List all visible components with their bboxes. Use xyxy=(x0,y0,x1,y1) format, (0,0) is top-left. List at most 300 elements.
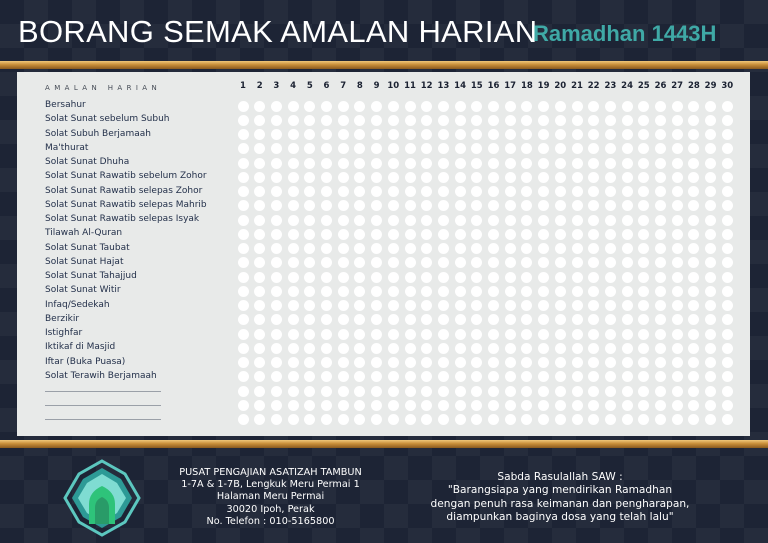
day-checkbox[interactable] xyxy=(588,300,599,311)
day-checkbox[interactable] xyxy=(538,272,549,283)
day-checkbox[interactable] xyxy=(338,329,349,340)
day-checkbox[interactable] xyxy=(421,371,432,382)
day-checkbox[interactable] xyxy=(688,143,699,154)
day-checkbox[interactable] xyxy=(688,215,699,226)
day-checkbox[interactable] xyxy=(722,101,733,112)
day-checkbox[interactable] xyxy=(672,314,683,325)
day-checkbox[interactable] xyxy=(655,243,666,254)
day-checkbox[interactable] xyxy=(421,414,432,425)
day-checkbox[interactable] xyxy=(288,200,299,211)
day-checkbox[interactable] xyxy=(354,386,365,397)
day-checkbox[interactable] xyxy=(271,243,282,254)
day-checkbox[interactable] xyxy=(304,257,315,268)
day-checkbox[interactable] xyxy=(471,414,482,425)
day-checkbox[interactable] xyxy=(638,286,649,297)
day-checkbox[interactable] xyxy=(521,414,532,425)
day-checkbox[interactable] xyxy=(238,286,249,297)
day-checkbox[interactable] xyxy=(304,172,315,183)
day-checkbox[interactable] xyxy=(471,257,482,268)
day-checkbox[interactable] xyxy=(688,357,699,368)
day-checkbox[interactable] xyxy=(555,229,566,240)
day-checkbox[interactable] xyxy=(622,300,633,311)
day-checkbox[interactable] xyxy=(438,343,449,354)
day-checkbox[interactable] xyxy=(622,314,633,325)
day-checkbox[interactable] xyxy=(388,272,399,283)
day-checkbox[interactable] xyxy=(588,329,599,340)
day-checkbox[interactable] xyxy=(354,115,365,126)
day-checkbox[interactable] xyxy=(638,329,649,340)
day-checkbox[interactable] xyxy=(505,229,516,240)
day-checkbox[interactable] xyxy=(622,143,633,154)
day-checkbox[interactable] xyxy=(421,314,432,325)
day-checkbox[interactable] xyxy=(555,101,566,112)
day-checkbox[interactable] xyxy=(254,272,265,283)
day-checkbox[interactable] xyxy=(488,158,499,169)
day-checkbox[interactable] xyxy=(254,200,265,211)
day-checkbox[interactable] xyxy=(421,186,432,197)
day-checkbox[interactable] xyxy=(271,300,282,311)
day-checkbox[interactable] xyxy=(722,414,733,425)
day-checkbox[interactable] xyxy=(321,115,332,126)
day-checkbox[interactable] xyxy=(388,158,399,169)
day-checkbox[interactable] xyxy=(388,129,399,140)
day-checkbox[interactable] xyxy=(471,357,482,368)
day-checkbox[interactable] xyxy=(271,200,282,211)
day-checkbox[interactable] xyxy=(605,229,616,240)
day-checkbox[interactable] xyxy=(338,229,349,240)
day-checkbox[interactable] xyxy=(622,286,633,297)
day-checkbox[interactable] xyxy=(722,200,733,211)
day-checkbox[interactable] xyxy=(605,215,616,226)
day-checkbox[interactable] xyxy=(622,101,633,112)
day-checkbox[interactable] xyxy=(271,101,282,112)
day-checkbox[interactable] xyxy=(538,300,549,311)
day-checkbox[interactable] xyxy=(388,286,399,297)
day-checkbox[interactable] xyxy=(455,414,466,425)
day-checkbox[interactable] xyxy=(655,314,666,325)
day-checkbox[interactable] xyxy=(538,286,549,297)
day-checkbox[interactable] xyxy=(638,300,649,311)
day-checkbox[interactable] xyxy=(471,300,482,311)
day-checkbox[interactable] xyxy=(354,158,365,169)
day-checkbox[interactable] xyxy=(638,143,649,154)
day-checkbox[interactable] xyxy=(371,357,382,368)
day-checkbox[interactable] xyxy=(254,400,265,411)
day-checkbox[interactable] xyxy=(505,115,516,126)
day-checkbox[interactable] xyxy=(471,286,482,297)
day-checkbox[interactable] xyxy=(655,215,666,226)
day-checkbox[interactable] xyxy=(538,158,549,169)
day-checkbox[interactable] xyxy=(288,400,299,411)
day-checkbox[interactable] xyxy=(238,371,249,382)
day-checkbox[interactable] xyxy=(405,272,416,283)
day-checkbox[interactable] xyxy=(488,243,499,254)
day-checkbox[interactable] xyxy=(438,257,449,268)
day-checkbox[interactable] xyxy=(572,272,583,283)
day-checkbox[interactable] xyxy=(405,371,416,382)
day-checkbox[interactable] xyxy=(505,143,516,154)
day-checkbox[interactable] xyxy=(304,357,315,368)
day-checkbox[interactable] xyxy=(388,143,399,154)
day-checkbox[interactable] xyxy=(705,143,716,154)
day-checkbox[interactable] xyxy=(271,386,282,397)
day-checkbox[interactable] xyxy=(622,386,633,397)
day-checkbox[interactable] xyxy=(672,400,683,411)
day-checkbox[interactable] xyxy=(321,215,332,226)
day-checkbox[interactable] xyxy=(238,357,249,368)
day-checkbox[interactable] xyxy=(572,400,583,411)
day-checkbox[interactable] xyxy=(354,101,365,112)
day-checkbox[interactable] xyxy=(572,115,583,126)
day-checkbox[interactable] xyxy=(338,215,349,226)
day-checkbox[interactable] xyxy=(688,129,699,140)
day-checkbox[interactable] xyxy=(438,172,449,183)
day-checkbox[interactable] xyxy=(505,300,516,311)
day-checkbox[interactable] xyxy=(254,229,265,240)
day-checkbox[interactable] xyxy=(572,286,583,297)
day-checkbox[interactable] xyxy=(455,386,466,397)
day-checkbox[interactable] xyxy=(371,129,382,140)
day-checkbox[interactable] xyxy=(304,314,315,325)
day-checkbox[interactable] xyxy=(705,286,716,297)
day-checkbox[interactable] xyxy=(521,371,532,382)
day-checkbox[interactable] xyxy=(405,300,416,311)
day-checkbox[interactable] xyxy=(622,115,633,126)
day-checkbox[interactable] xyxy=(288,357,299,368)
day-checkbox[interactable] xyxy=(338,314,349,325)
day-checkbox[interactable] xyxy=(455,172,466,183)
day-checkbox[interactable] xyxy=(588,129,599,140)
day-checkbox[interactable] xyxy=(471,243,482,254)
day-checkbox[interactable] xyxy=(405,129,416,140)
day-checkbox[interactable] xyxy=(304,343,315,354)
day-checkbox[interactable] xyxy=(572,129,583,140)
day-checkbox[interactable] xyxy=(705,414,716,425)
day-checkbox[interactable] xyxy=(505,314,516,325)
day-checkbox[interactable] xyxy=(705,129,716,140)
day-checkbox[interactable] xyxy=(622,329,633,340)
day-checkbox[interactable] xyxy=(705,357,716,368)
day-checkbox[interactable] xyxy=(238,172,249,183)
day-checkbox[interactable] xyxy=(672,329,683,340)
day-checkbox[interactable] xyxy=(705,400,716,411)
day-checkbox[interactable] xyxy=(655,186,666,197)
day-checkbox[interactable] xyxy=(405,158,416,169)
day-checkbox[interactable] xyxy=(555,129,566,140)
day-checkbox[interactable] xyxy=(471,186,482,197)
day-checkbox[interactable] xyxy=(672,200,683,211)
day-checkbox[interactable] xyxy=(538,386,549,397)
day-checkbox[interactable] xyxy=(638,371,649,382)
day-checkbox[interactable] xyxy=(455,343,466,354)
day-checkbox[interactable] xyxy=(638,101,649,112)
day-checkbox[interactable] xyxy=(238,143,249,154)
day-checkbox[interactable] xyxy=(605,357,616,368)
day-checkbox[interactable] xyxy=(438,200,449,211)
day-checkbox[interactable] xyxy=(488,343,499,354)
day-checkbox[interactable] xyxy=(605,329,616,340)
day-checkbox[interactable] xyxy=(488,186,499,197)
day-checkbox[interactable] xyxy=(521,329,532,340)
day-checkbox[interactable] xyxy=(638,229,649,240)
day-checkbox[interactable] xyxy=(338,101,349,112)
day-checkbox[interactable] xyxy=(605,314,616,325)
day-checkbox[interactable] xyxy=(455,143,466,154)
day-checkbox[interactable] xyxy=(572,186,583,197)
day-checkbox[interactable] xyxy=(271,129,282,140)
day-checkbox[interactable] xyxy=(521,257,532,268)
day-checkbox[interactable] xyxy=(471,229,482,240)
day-checkbox[interactable] xyxy=(488,329,499,340)
day-checkbox[interactable] xyxy=(505,414,516,425)
day-checkbox[interactable] xyxy=(371,158,382,169)
day-checkbox[interactable] xyxy=(338,371,349,382)
day-checkbox[interactable] xyxy=(471,343,482,354)
day-checkbox[interactable] xyxy=(638,200,649,211)
day-checkbox[interactable] xyxy=(638,158,649,169)
day-checkbox[interactable] xyxy=(354,329,365,340)
day-checkbox[interactable] xyxy=(354,286,365,297)
day-checkbox[interactable] xyxy=(288,286,299,297)
day-checkbox[interactable] xyxy=(471,215,482,226)
day-checkbox[interactable] xyxy=(538,200,549,211)
day-checkbox[interactable] xyxy=(638,186,649,197)
day-checkbox[interactable] xyxy=(705,172,716,183)
day-checkbox[interactable] xyxy=(588,371,599,382)
day-checkbox[interactable] xyxy=(271,329,282,340)
day-checkbox[interactable] xyxy=(388,357,399,368)
day-checkbox[interactable] xyxy=(521,243,532,254)
day-checkbox[interactable] xyxy=(455,229,466,240)
day-checkbox[interactable] xyxy=(688,115,699,126)
day-checkbox[interactable] xyxy=(421,215,432,226)
day-checkbox[interactable] xyxy=(471,143,482,154)
day-checkbox[interactable] xyxy=(722,143,733,154)
day-checkbox[interactable] xyxy=(588,343,599,354)
day-checkbox[interactable] xyxy=(288,229,299,240)
day-checkbox[interactable] xyxy=(705,329,716,340)
day-checkbox[interactable] xyxy=(488,272,499,283)
day-checkbox[interactable] xyxy=(238,386,249,397)
day-checkbox[interactable] xyxy=(705,371,716,382)
day-checkbox[interactable] xyxy=(338,357,349,368)
day-checkbox[interactable] xyxy=(488,129,499,140)
day-checkbox[interactable] xyxy=(321,357,332,368)
day-checkbox[interactable] xyxy=(521,229,532,240)
day-checkbox[interactable] xyxy=(405,172,416,183)
day-checkbox[interactable] xyxy=(471,314,482,325)
day-checkbox[interactable] xyxy=(538,186,549,197)
day-checkbox[interactable] xyxy=(455,129,466,140)
day-checkbox[interactable] xyxy=(638,343,649,354)
day-checkbox[interactable] xyxy=(538,414,549,425)
day-checkbox[interactable] xyxy=(405,414,416,425)
day-checkbox[interactable] xyxy=(722,129,733,140)
day-checkbox[interactable] xyxy=(505,158,516,169)
day-checkbox[interactable] xyxy=(638,357,649,368)
day-checkbox[interactable] xyxy=(254,172,265,183)
day-checkbox[interactable] xyxy=(288,329,299,340)
day-checkbox[interactable] xyxy=(488,101,499,112)
day-checkbox[interactable] xyxy=(622,371,633,382)
day-checkbox[interactable] xyxy=(421,343,432,354)
day-checkbox[interactable] xyxy=(588,200,599,211)
day-checkbox[interactable] xyxy=(605,158,616,169)
day-checkbox[interactable] xyxy=(605,172,616,183)
day-checkbox[interactable] xyxy=(338,272,349,283)
day-checkbox[interactable] xyxy=(354,143,365,154)
day-checkbox[interactable] xyxy=(471,400,482,411)
day-checkbox[interactable] xyxy=(354,215,365,226)
day-checkbox[interactable] xyxy=(538,314,549,325)
day-checkbox[interactable] xyxy=(655,371,666,382)
day-checkbox[interactable] xyxy=(304,329,315,340)
day-checkbox[interactable] xyxy=(672,186,683,197)
day-checkbox[interactable] xyxy=(538,329,549,340)
day-checkbox[interactable] xyxy=(288,115,299,126)
day-checkbox[interactable] xyxy=(338,115,349,126)
day-checkbox[interactable] xyxy=(572,414,583,425)
day-checkbox[interactable] xyxy=(338,286,349,297)
day-checkbox[interactable] xyxy=(638,172,649,183)
day-checkbox[interactable] xyxy=(438,329,449,340)
day-checkbox[interactable] xyxy=(505,343,516,354)
day-checkbox[interactable] xyxy=(421,300,432,311)
day-checkbox[interactable] xyxy=(405,343,416,354)
day-checkbox[interactable] xyxy=(655,101,666,112)
day-checkbox[interactable] xyxy=(371,329,382,340)
day-checkbox[interactable] xyxy=(622,272,633,283)
day-checkbox[interactable] xyxy=(238,257,249,268)
day-checkbox[interactable] xyxy=(588,414,599,425)
day-checkbox[interactable] xyxy=(488,229,499,240)
day-checkbox[interactable] xyxy=(421,229,432,240)
day-checkbox[interactable] xyxy=(555,286,566,297)
day-checkbox[interactable] xyxy=(672,158,683,169)
day-checkbox[interactable] xyxy=(354,129,365,140)
day-checkbox[interactable] xyxy=(538,343,549,354)
day-checkbox[interactable] xyxy=(421,101,432,112)
day-checkbox[interactable] xyxy=(254,300,265,311)
day-checkbox[interactable] xyxy=(471,386,482,397)
day-checkbox[interactable] xyxy=(705,115,716,126)
day-checkbox[interactable] xyxy=(455,243,466,254)
day-checkbox[interactable] xyxy=(488,215,499,226)
day-checkbox[interactable] xyxy=(288,343,299,354)
day-checkbox[interactable] xyxy=(354,257,365,268)
day-checkbox[interactable] xyxy=(321,400,332,411)
day-checkbox[interactable] xyxy=(254,243,265,254)
day-checkbox[interactable] xyxy=(488,300,499,311)
day-checkbox[interactable] xyxy=(638,257,649,268)
day-checkbox[interactable] xyxy=(388,215,399,226)
day-checkbox[interactable] xyxy=(354,371,365,382)
day-checkbox[interactable] xyxy=(521,386,532,397)
day-checkbox[interactable] xyxy=(271,400,282,411)
day-checkbox[interactable] xyxy=(521,101,532,112)
day-checkbox[interactable] xyxy=(238,101,249,112)
day-checkbox[interactable] xyxy=(455,400,466,411)
day-checkbox[interactable] xyxy=(321,286,332,297)
day-checkbox[interactable] xyxy=(521,200,532,211)
day-checkbox[interactable] xyxy=(488,143,499,154)
day-checkbox[interactable] xyxy=(722,357,733,368)
day-checkbox[interactable] xyxy=(371,101,382,112)
day-checkbox[interactable] xyxy=(572,143,583,154)
day-checkbox[interactable] xyxy=(321,143,332,154)
day-checkbox[interactable] xyxy=(555,386,566,397)
day-checkbox[interactable] xyxy=(304,143,315,154)
day-checkbox[interactable] xyxy=(705,229,716,240)
day-checkbox[interactable] xyxy=(622,400,633,411)
day-checkbox[interactable] xyxy=(421,115,432,126)
day-checkbox[interactable] xyxy=(572,200,583,211)
day-checkbox[interactable] xyxy=(271,115,282,126)
day-checkbox[interactable] xyxy=(388,300,399,311)
day-checkbox[interactable] xyxy=(388,101,399,112)
day-checkbox[interactable] xyxy=(288,186,299,197)
day-checkbox[interactable] xyxy=(488,115,499,126)
day-checkbox[interactable] xyxy=(622,243,633,254)
day-checkbox[interactable] xyxy=(354,243,365,254)
day-checkbox[interactable] xyxy=(388,257,399,268)
day-checkbox[interactable] xyxy=(338,414,349,425)
day-checkbox[interactable] xyxy=(405,215,416,226)
day-checkbox[interactable] xyxy=(588,386,599,397)
day-checkbox[interactable] xyxy=(622,229,633,240)
day-checkbox[interactable] xyxy=(672,286,683,297)
day-checkbox[interactable] xyxy=(588,400,599,411)
day-checkbox[interactable] xyxy=(705,257,716,268)
day-checkbox[interactable] xyxy=(321,186,332,197)
day-checkbox[interactable] xyxy=(438,158,449,169)
day-checkbox[interactable] xyxy=(672,386,683,397)
day-checkbox[interactable] xyxy=(238,300,249,311)
day-checkbox[interactable] xyxy=(271,186,282,197)
day-checkbox[interactable] xyxy=(421,286,432,297)
day-checkbox[interactable] xyxy=(488,357,499,368)
day-checkbox[interactable] xyxy=(605,400,616,411)
day-checkbox[interactable] xyxy=(588,272,599,283)
day-checkbox[interactable] xyxy=(271,314,282,325)
day-checkbox[interactable] xyxy=(388,314,399,325)
day-checkbox[interactable] xyxy=(438,400,449,411)
day-checkbox[interactable] xyxy=(605,272,616,283)
day-checkbox[interactable] xyxy=(555,243,566,254)
day-checkbox[interactable] xyxy=(438,115,449,126)
day-checkbox[interactable] xyxy=(421,272,432,283)
day-checkbox[interactable] xyxy=(505,286,516,297)
day-checkbox[interactable] xyxy=(672,143,683,154)
day-checkbox[interactable] xyxy=(521,314,532,325)
day-checkbox[interactable] xyxy=(488,257,499,268)
day-checkbox[interactable] xyxy=(371,272,382,283)
day-checkbox[interactable] xyxy=(388,186,399,197)
day-checkbox[interactable] xyxy=(321,172,332,183)
day-checkbox[interactable] xyxy=(354,357,365,368)
day-checkbox[interactable] xyxy=(438,129,449,140)
day-checkbox[interactable] xyxy=(505,101,516,112)
day-checkbox[interactable] xyxy=(388,371,399,382)
day-checkbox[interactable] xyxy=(672,229,683,240)
day-checkbox[interactable] xyxy=(638,414,649,425)
day-checkbox[interactable] xyxy=(488,400,499,411)
day-checkbox[interactable] xyxy=(254,286,265,297)
day-checkbox[interactable] xyxy=(421,200,432,211)
day-checkbox[interactable] xyxy=(288,158,299,169)
day-checkbox[interactable] xyxy=(605,414,616,425)
day-checkbox[interactable] xyxy=(655,400,666,411)
